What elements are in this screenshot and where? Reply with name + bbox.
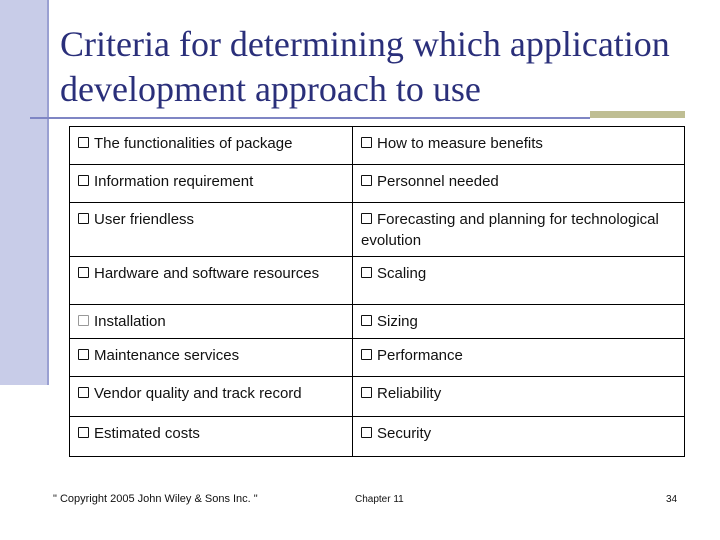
table-row <box>70 339 685 377</box>
square-bullet-icon <box>78 427 89 438</box>
criteria-table <box>69 126 685 457</box>
cell-text: Information requirement <box>94 173 254 190</box>
square-bullet-icon <box>361 137 372 148</box>
title-accent-bar <box>590 111 685 118</box>
cell-text: Vendor quality and track record <box>94 385 302 402</box>
square-bullet-icon <box>78 349 89 360</box>
cell-text: Security <box>377 425 432 442</box>
table-cell <box>353 417 685 457</box>
table-cell <box>353 127 685 165</box>
slide-title-line-2: development approach to use <box>60 69 481 109</box>
table-cell <box>70 417 353 457</box>
sidebar-edge <box>47 0 49 385</box>
cell-text: Installation <box>94 313 166 330</box>
cell-text: Forecasting and planning for technological evolution <box>361 211 659 249</box>
table-cell <box>70 257 353 305</box>
square-bullet-icon <box>78 137 89 148</box>
table-cell <box>353 305 685 339</box>
square-bullet-icon <box>78 213 89 224</box>
table-row <box>70 377 685 417</box>
cell-text: Scaling <box>377 265 427 282</box>
square-bullet-icon <box>78 175 89 186</box>
table-cell <box>70 377 353 417</box>
cell-text: Estimated costs <box>94 425 200 442</box>
cell-text: How to measure benefits <box>377 135 543 152</box>
square-bullet-icon <box>78 315 89 326</box>
square-bullet-icon <box>361 175 372 186</box>
table-cell <box>70 305 353 339</box>
cell-text: Maintenance services <box>94 347 240 364</box>
chapter-label: Chapter 11 <box>355 494 404 505</box>
cell-text: User friendless <box>94 211 195 228</box>
table-cell <box>353 377 685 417</box>
square-bullet-icon <box>361 387 372 398</box>
cell-text: Sizing <box>377 313 418 330</box>
table-cell <box>353 257 685 305</box>
table-cell <box>353 203 685 257</box>
cell-text: Reliability <box>377 385 442 402</box>
table-cell <box>70 165 353 203</box>
table-cell <box>70 339 353 377</box>
table-cell <box>353 165 685 203</box>
square-bullet-icon <box>361 213 372 224</box>
square-bullet-icon <box>361 315 372 326</box>
square-bullet-icon <box>78 387 89 398</box>
square-bullet-icon <box>78 267 89 278</box>
table-cell <box>70 127 353 165</box>
sidebar-decoration <box>0 0 47 385</box>
title-underline <box>30 117 590 119</box>
cell-text: Personnel needed <box>377 173 499 190</box>
table-row <box>70 127 685 165</box>
cell-text: Hardware and software resources <box>94 265 320 282</box>
square-bullet-icon <box>361 427 372 438</box>
square-bullet-icon <box>361 267 372 278</box>
square-bullet-icon <box>361 349 372 360</box>
table-row <box>70 305 685 339</box>
slide-title <box>60 22 715 112</box>
table-row <box>70 203 685 257</box>
table-cell <box>353 339 685 377</box>
table-row <box>70 257 685 305</box>
table-row <box>70 165 685 203</box>
slide-title-line-1: Criteria for determining which application <box>60 24 670 64</box>
copyright-text: " Copyright 2005 John Wiley & Sons Inc. " <box>53 493 258 505</box>
page-number: 34 <box>666 494 678 505</box>
table-cell <box>70 203 353 257</box>
cell-text: Performance <box>377 347 463 364</box>
cell-text: The functionalities of package <box>94 135 293 152</box>
table-row <box>70 417 685 457</box>
